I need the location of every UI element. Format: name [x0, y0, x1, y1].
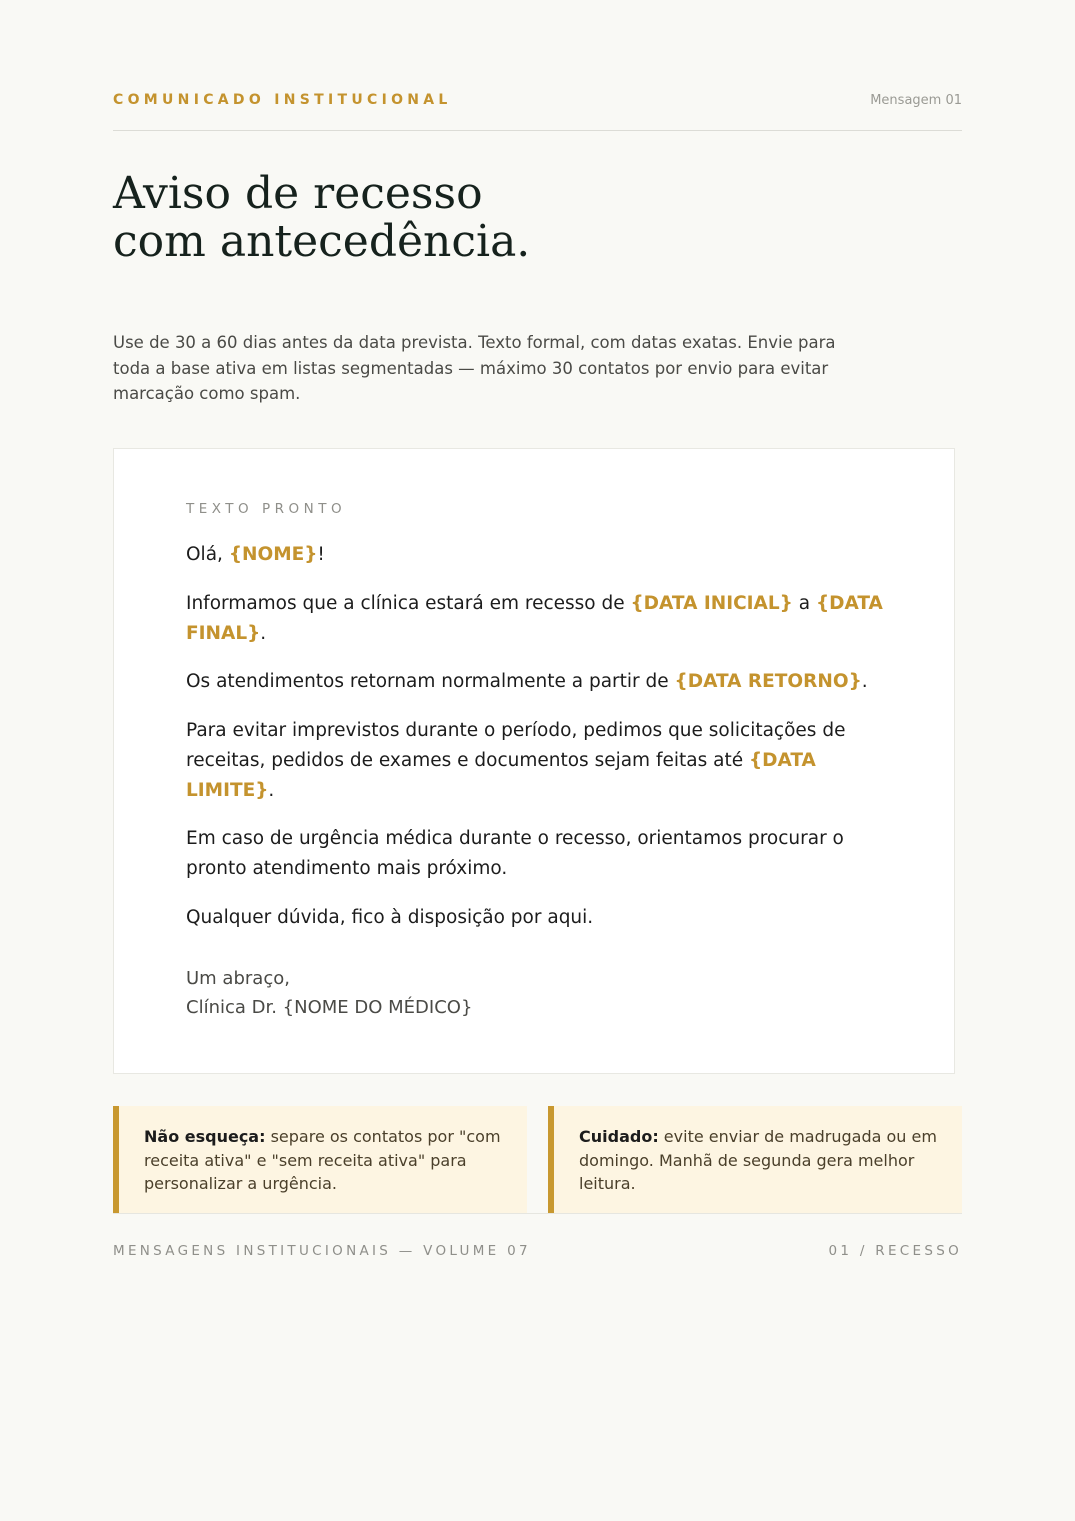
note-label: Cuidado: [579, 1127, 659, 1146]
paragraph-deadline [186, 716, 886, 806]
intro-text: Use de 30 a 60 dias antes da data prevista. Texto formal, com datas exatas. Envie para toda a base ativa em listas segmentadas — máximo 30 contatos por envio para evitar marcação como spam. [113, 333, 836, 403]
paragraph-text: Informamos que a clínica estará em recesso de [186, 592, 631, 614]
page-title-line-2: com antecedência. [113, 216, 531, 267]
message-number: Mensagem 01 [870, 93, 962, 108]
footer-divider [113, 1213, 962, 1214]
greeting-text: Olá, [186, 544, 229, 565]
placeholder-data-inicial: {DATA INICIAL} [630, 592, 793, 614]
signature: Clínica Dr. {NOME DO MÉDICO} [186, 997, 473, 1018]
header [113, 88, 962, 131]
note-text: evite enviar de madrugada ou em domingo. Manhã de segunda gera melhor leitura. [579, 1127, 937, 1193]
paragraph-dates [186, 589, 886, 649]
paragraph-return [186, 667, 886, 697]
greeting-punct: ! [317, 544, 325, 565]
message-body[interactable] [186, 540, 886, 951]
footer-volume: MENSAGENS INSTITUCIONAIS — VOLUME 07 [113, 1243, 531, 1259]
page-title-line-1: Aviso de recesso [113, 168, 483, 219]
note-label: Não esqueça: [144, 1127, 266, 1146]
placeholder-data-final: {DATA FINAL} [186, 592, 883, 644]
paragraph-text: . [861, 671, 868, 692]
signature-block [186, 964, 472, 1022]
paragraph-text: . [268, 779, 275, 801]
greeting [186, 540, 886, 570]
message-card [113, 448, 955, 1074]
eyebrow-label: COMUNICADO INSTITUCIONAL [113, 92, 452, 108]
paragraph-text: Para evitar imprevistos durante o período, pedimos que solicitações de receitas, pedidos de exames e documentos sejam feitas até [186, 719, 846, 771]
page-title [113, 170, 530, 266]
paragraph-urgency: Em caso de urgência médica durante o recesso, orientamos procurar o pronto atendimento mais próximo. [186, 828, 844, 879]
card-label: TEXTO PRONTO [186, 501, 347, 517]
footer-section: 01 / RECESSO [828, 1243, 962, 1259]
paragraph-text: a [792, 592, 816, 614]
signoff: Um abraço, [186, 968, 290, 989]
placeholder-nome: {NOME} [228, 544, 318, 565]
note-reminder [113, 1106, 527, 1213]
paragraph-text: Os atendimentos retornam normalmente a partir de [186, 671, 675, 692]
paragraph-contact: Qualquer dúvida, fico à disposição por aqui. [186, 906, 594, 928]
placeholder-data-retorno: {DATA RETORNO} [674, 671, 862, 692]
note-text: separe os contatos por "com receita ativa" e "sem receita ativa" para personalizar a urgência. [144, 1127, 501, 1193]
placeholder-data-limite: {DATA LIMITE} [186, 749, 816, 801]
paragraph-text: . [260, 622, 267, 644]
note-warning [548, 1106, 962, 1213]
